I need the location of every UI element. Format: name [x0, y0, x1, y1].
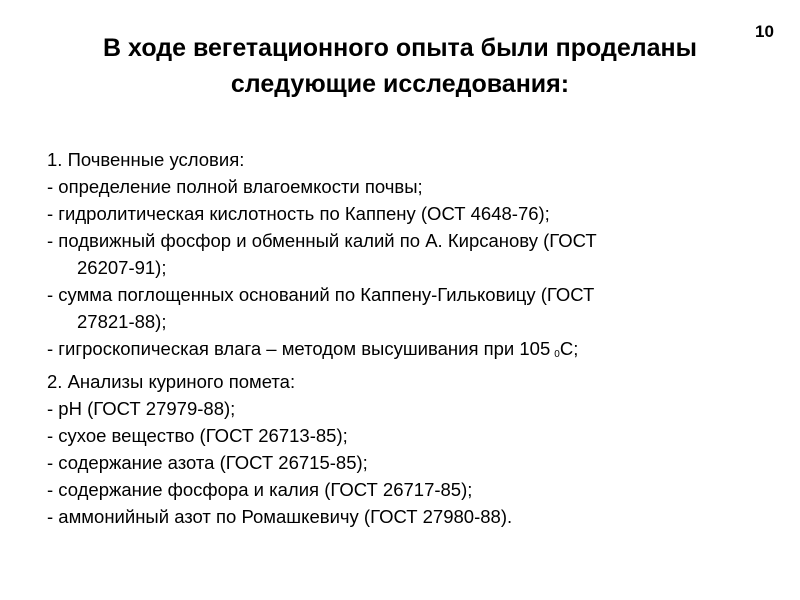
list-item: - сухое вещество (ГОСТ 26713-85);	[47, 425, 348, 446]
research-list	[47, 146, 767, 530]
list-item: - определение полной влагоемкости почвы;	[47, 176, 423, 197]
section-heading-manure: 2. Анализы куриного помета:	[47, 371, 296, 392]
list-item-text: - гигроскопическая влага – методом высушивания при 105	[47, 338, 551, 359]
list-item-continuation: 27821-88);	[77, 311, 167, 332]
list-item: - содержание фосфора и калия (ГОСТ 26717-85);	[47, 479, 473, 500]
list-item: - рН (ГОСТ 27979-88);	[47, 398, 236, 419]
list-item: - подвижный фосфор и обменный калий по А. Кирсанову (ГОСТ	[47, 230, 597, 251]
slide-title	[50, 30, 750, 102]
title-line-1: В ходе вегетационного опыта были проделаны	[103, 34, 697, 62]
title-line-2: следующие исследования:	[230, 70, 570, 98]
degree-mark: 0	[554, 349, 560, 360]
slide-number: 10	[755, 22, 774, 41]
list-item: - гидролитическая кислотность по Каппену (ОСТ 4648-76);	[47, 203, 550, 224]
list-item-continuation: 26207-91);	[77, 257, 167, 278]
list-item: - содержание азота (ГОСТ 26715-85);	[47, 452, 368, 473]
list-item: - сумма поглощенных оснований по Каппену-Гильковицу (ГОСТ	[47, 284, 595, 305]
list-item	[47, 335, 767, 368]
list-item-text-end: С;	[559, 338, 579, 359]
section-heading-soil: 1. Почвенные условия:	[47, 149, 245, 170]
list-item: - аммонийный азот по Ромашкевичу (ГОСТ 27980-88).	[47, 506, 513, 527]
